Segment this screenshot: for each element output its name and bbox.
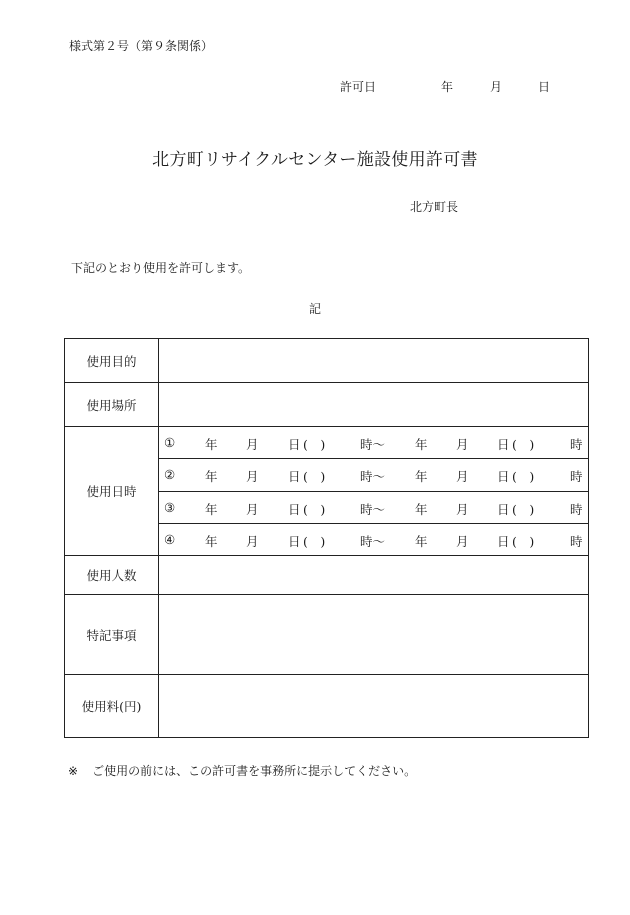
slot-day-unit: 日	[288, 437, 301, 452]
time-slot-row	[158, 459, 589, 491]
slot-end-day-unit: 日	[497, 437, 510, 452]
slot-end-hour-unit: 時	[570, 534, 583, 549]
label-people: 使用人数	[86, 568, 137, 583]
slot-end-month-unit: 月	[456, 534, 469, 549]
slot-marker: ①	[164, 435, 176, 450]
slot-hour-unit: 時〜	[360, 534, 386, 549]
slot-hour-unit: 時〜	[360, 502, 386, 517]
slot-end-hour-unit: 時	[570, 469, 583, 484]
slot-marker: ④	[164, 532, 176, 547]
slot-end-year-unit: 年	[415, 502, 428, 517]
ki-heading: 記	[308, 302, 321, 316]
slot-end-month-unit: 月	[456, 437, 469, 452]
time-slot-row	[158, 427, 589, 459]
slot-end-hour-unit: 時	[570, 437, 583, 452]
slot-marker: ③	[164, 500, 176, 515]
slot-month-unit: 月	[246, 502, 259, 517]
slot-month-unit: 月	[246, 437, 259, 452]
label-fee: 使用料(円)	[81, 699, 142, 714]
slot-weekday-paren: ( )	[303, 469, 326, 484]
slot-weekday-paren: ( )	[303, 502, 326, 517]
form-number: 様式第２号（第９条関係）	[69, 39, 214, 53]
permit-date-label: 許可日	[340, 80, 377, 94]
label-place: 使用場所	[86, 397, 137, 413]
slot-end-hour-unit: 時	[570, 502, 583, 517]
label-datetime: 使用日時	[86, 484, 137, 499]
slot-year-unit: 年	[205, 502, 218, 517]
document-title: 北方町リサイクルセンター施設使用許可書	[152, 150, 478, 170]
slot-end-day-unit: 日	[497, 502, 510, 517]
slot-end-year-unit: 年	[415, 534, 428, 549]
slot-month-unit: 月	[246, 534, 259, 549]
slot-end-day-unit: 日	[497, 469, 510, 484]
slot-hour-unit: 時〜	[360, 469, 386, 484]
label-purpose: 使用目的	[86, 353, 137, 369]
issuer: 北方町長	[410, 200, 459, 214]
time-slot-row	[158, 524, 589, 556]
footnote	[68, 762, 416, 779]
slot-day-unit: 日	[288, 469, 301, 484]
slot-end-weekday-paren: ( )	[512, 469, 535, 484]
slot-end-year-unit: 年	[415, 437, 428, 452]
permit-date-year-unit: 年	[441, 80, 454, 94]
slot-end-month-unit: 月	[456, 502, 469, 517]
slot-marker: ②	[164, 467, 176, 482]
slot-end-weekday-paren: ( )	[512, 437, 535, 452]
time-slot-row	[158, 492, 589, 524]
slot-end-weekday-paren: ( )	[512, 534, 535, 549]
permit-date-month-unit: 月	[490, 80, 503, 94]
slot-day-unit: 日	[288, 502, 301, 517]
slot-weekday-paren: ( )	[303, 534, 326, 549]
slot-month-unit: 月	[246, 469, 259, 484]
slot-day-unit: 日	[288, 534, 301, 549]
slot-weekday-paren: ( )	[303, 437, 326, 452]
label-notes: 特記事項	[86, 627, 137, 643]
slot-year-unit: 年	[205, 469, 218, 484]
slot-year-unit: 年	[205, 534, 218, 549]
footnote-mark: ※	[68, 764, 79, 778]
slot-year-unit: 年	[205, 437, 218, 452]
permit-date-day-unit: 日	[538, 80, 551, 94]
lead-text: 下記のとおり使用を許可します。	[71, 261, 251, 275]
permit-table	[64, 338, 589, 738]
slot-end-month-unit: 月	[456, 469, 469, 484]
slot-hour-unit: 時〜	[360, 437, 386, 452]
slot-end-weekday-paren: ( )	[512, 502, 535, 517]
slot-end-year-unit: 年	[415, 469, 428, 484]
footnote-text: ご使用の前には、この許可書を事務所に提示してください。	[92, 764, 417, 778]
slot-end-day-unit: 日	[497, 534, 510, 549]
